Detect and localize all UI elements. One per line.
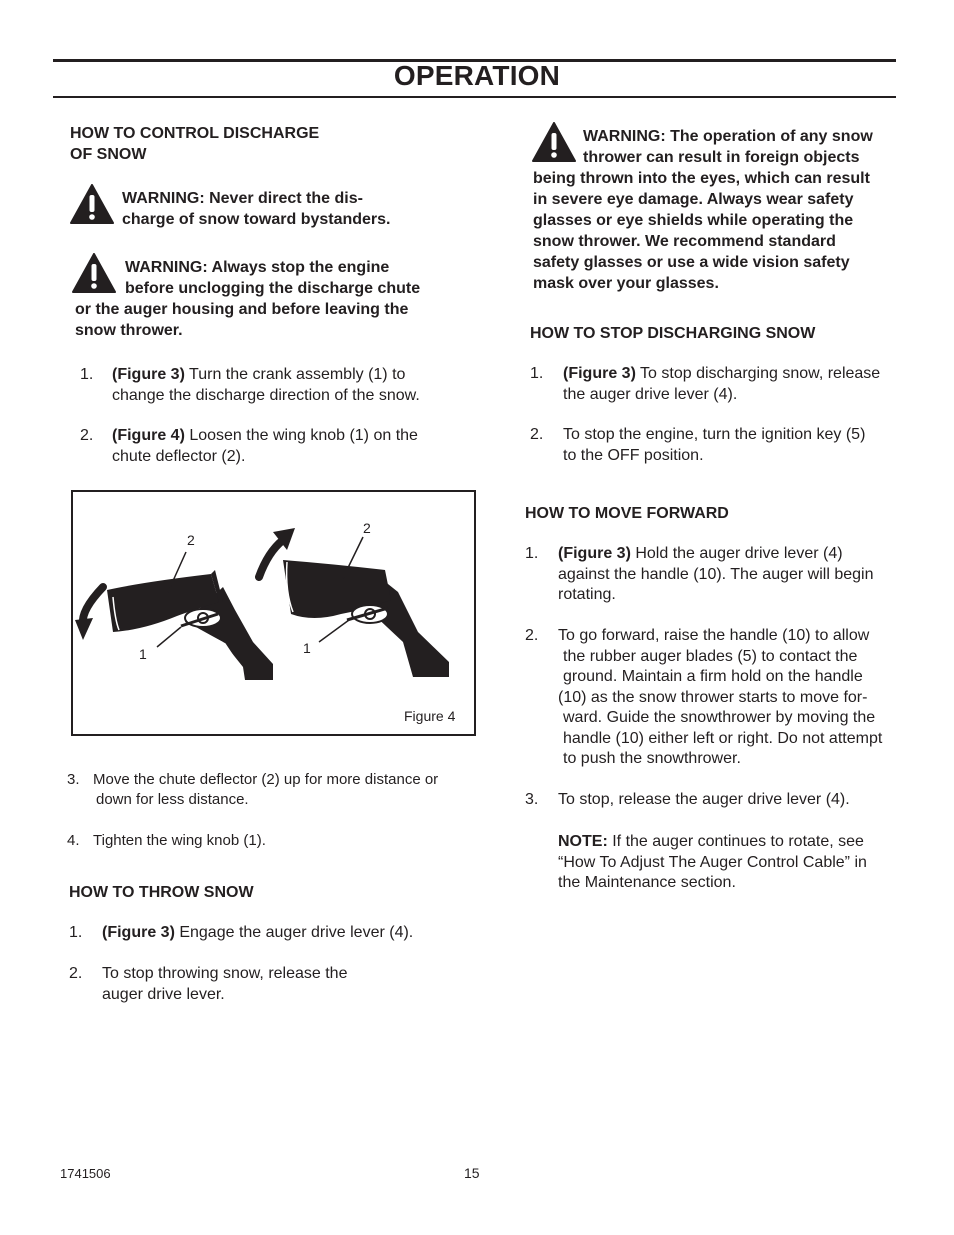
stop-step-2: To stop the engine, turn the ignition key (5) to the OFF position. (563, 426, 866, 464)
step-number: 2. (80, 427, 94, 444)
section-heading-forward: HOW TO MOVE FORWARD (525, 505, 729, 522)
part-number: 1741506 (60, 1166, 111, 1181)
forward-step-1: (Figure 3) Hold the auger drive lever (4) against the handle (10). The auger will begin rotating. (558, 545, 874, 603)
warning-icon (70, 184, 114, 224)
chute-deflector-illustration (73, 492, 474, 734)
section-heading-discharge: HOW TO CONTROL DISCHARGE OF SNOW (70, 125, 320, 163)
step-number: 1. (80, 366, 94, 383)
page-number: 15 (464, 1165, 480, 1181)
warning-stop-engine: WARNING: Always stop the engine before unclogging the discharge chute or the auger housing and before leaving the snow thrower. (75, 259, 421, 339)
step-number: 4. (67, 832, 80, 849)
throw-step-1: (Figure 3) Engage the auger drive lever (4). (102, 924, 414, 941)
discharge-step-4: Tighten the wing knob (1). (93, 832, 266, 849)
figure-4 (71, 490, 476, 736)
note-auger-cable: NOTE: If the auger continues to rotate, see “How To Adjust The Auger Control Cable” in the Maintenance section. (558, 833, 867, 891)
discharge-step-1: (Figure 3) Turn the crank assembly (1) to change the discharge direction of the snow. (112, 366, 420, 404)
step-number: 3. (525, 791, 539, 808)
step-number: 3. (67, 771, 80, 788)
step-number: 2. (525, 627, 539, 644)
page-title: OPERATION (393, 60, 561, 91)
step-number: 1. (530, 365, 544, 382)
warning-foreign-objects: WARNING: The operation of any snow thrower can result in foreign objects being thrown into the eyes, which can result in severe eye damage. Always wear safety glasses or eye shields while operating the snow thrower. We recommend standard safety glasses or use a wide vision safety mask over your glasses. (533, 128, 873, 292)
stop-step-1: (Figure 3) To stop discharging snow, release the auger drive lever (4). (563, 365, 881, 403)
figure-label: 2 (187, 532, 195, 548)
section-heading-stop: HOW TO STOP DISCHARGING SNOW (530, 325, 816, 342)
discharge-step-3: Move the chute deflector (2) up for more distance or down for less distance. (93, 771, 439, 808)
figure-label: 1 (303, 640, 311, 656)
section-heading-throw: HOW TO THROW SNOW (69, 884, 254, 901)
figure-label: 1 (139, 646, 147, 662)
figure-caption: Figure 4 (404, 708, 456, 724)
figure-label: 2 (363, 520, 371, 536)
step-number: 1. (69, 924, 83, 941)
forward-step-3: To stop, release the auger drive lever (4). (558, 791, 850, 808)
warning-bystanders: WARNING: Never direct the dis- charge of snow toward bystanders. (122, 190, 391, 228)
title-underline (53, 96, 896, 98)
step-number: 1. (525, 545, 539, 562)
step-number: 2. (530, 426, 544, 443)
forward-step-2: To go forward, raise the handle (10) to allow the rubber auger blades (5) to contact the ground. Maintain a firm hold on the handle (10) as the snow thrower starts to move for- ward. Guide the snowthrower by moving the handle (10) either left or right. Do not attempt to push the snowthrower. (558, 627, 883, 767)
discharge-step-2: (Figure 4) Loosen the wing knob (1) on the chute deflector (2). (112, 427, 418, 465)
step-number: 2. (69, 965, 83, 982)
throw-step-2: To stop throwing snow, release the auger drive lever. (102, 965, 348, 1003)
